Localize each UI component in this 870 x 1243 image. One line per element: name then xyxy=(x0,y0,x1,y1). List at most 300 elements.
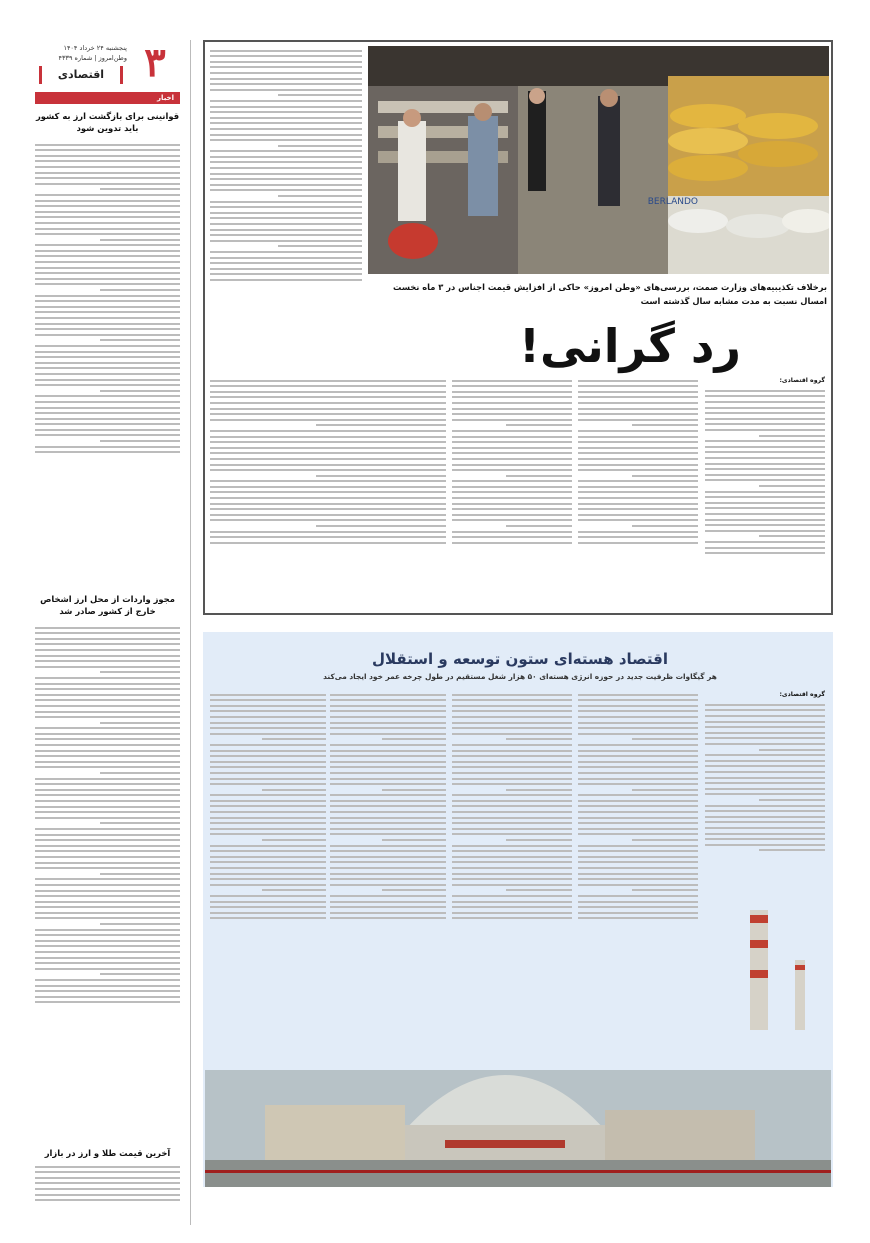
text-line xyxy=(210,733,326,735)
text-line xyxy=(210,845,326,847)
text-line xyxy=(578,850,698,852)
text-line xyxy=(35,744,180,746)
text-line xyxy=(35,216,180,218)
text-line xyxy=(210,783,326,785)
text-line xyxy=(35,727,180,729)
text-line xyxy=(705,721,825,723)
text-line xyxy=(35,317,180,319)
text-line xyxy=(452,912,572,914)
text-line xyxy=(452,519,572,521)
text-line xyxy=(210,542,446,544)
text-line xyxy=(578,452,698,454)
text-line xyxy=(330,833,446,835)
text-line xyxy=(210,906,326,908)
text-line xyxy=(578,744,698,746)
text-line xyxy=(330,811,446,813)
text-line xyxy=(210,262,362,264)
right-article-3-body xyxy=(35,1162,180,1222)
issue-date: پنجشنبه ۲۴ خرداد ۱۴۰۴ xyxy=(63,44,127,52)
text-line xyxy=(35,884,180,886)
supermarket-photo xyxy=(368,46,829,274)
text-line xyxy=(506,475,572,477)
text-line xyxy=(452,385,572,387)
text-line xyxy=(705,395,825,397)
text-line xyxy=(210,189,362,191)
text-line xyxy=(452,833,572,835)
text-line xyxy=(35,985,180,987)
text-line xyxy=(705,833,825,835)
text-line xyxy=(35,694,180,696)
text-line xyxy=(35,401,180,403)
text-line xyxy=(578,800,698,802)
text-line xyxy=(330,906,446,908)
text-line xyxy=(705,468,825,470)
text-line xyxy=(452,917,572,919)
bottom-article-col-4 xyxy=(330,690,446,1002)
text-line xyxy=(35,817,180,819)
text-line xyxy=(35,643,180,645)
bottom-story-title: اقتصاد هسته‌ای ستون توسعه و استقلال xyxy=(371,650,669,668)
text-line xyxy=(578,906,698,908)
text-line xyxy=(578,822,698,824)
top-lead-label: گروه اقتصادی: xyxy=(779,377,825,384)
text-line xyxy=(578,486,698,488)
text-line xyxy=(210,722,326,724)
bottom-article-col-5 xyxy=(210,690,326,1002)
text-line xyxy=(705,709,825,711)
text-line xyxy=(316,424,446,426)
text-line xyxy=(210,178,362,180)
text-line xyxy=(35,233,180,235)
text-line xyxy=(578,833,698,835)
text-line xyxy=(210,391,446,393)
text-line xyxy=(759,485,825,487)
text-line xyxy=(452,491,572,493)
text-line xyxy=(35,738,180,740)
text-line xyxy=(452,419,572,421)
text-line xyxy=(330,895,446,897)
text-line xyxy=(452,817,572,819)
text-line xyxy=(100,722,180,724)
text-line xyxy=(578,895,698,897)
text-line xyxy=(35,890,180,892)
text-line xyxy=(210,436,446,438)
text-line xyxy=(35,856,180,858)
text-line xyxy=(705,838,825,840)
text-line xyxy=(705,743,825,745)
text-line xyxy=(210,805,326,807)
text-line xyxy=(578,508,698,510)
text-line xyxy=(35,261,180,263)
text-line xyxy=(35,412,180,414)
text-line xyxy=(705,760,825,762)
text-line xyxy=(35,660,180,662)
text-line xyxy=(452,402,572,404)
text-line xyxy=(100,339,180,341)
text-line xyxy=(578,710,698,712)
text-line xyxy=(705,418,825,420)
text-line xyxy=(705,844,825,846)
text-line xyxy=(210,257,362,259)
text-line xyxy=(330,800,446,802)
text-line xyxy=(210,856,326,858)
text-line xyxy=(35,917,180,919)
text-line xyxy=(578,772,698,774)
text-line xyxy=(578,845,698,847)
text-line xyxy=(382,738,446,740)
text-line xyxy=(330,822,446,824)
text-line xyxy=(35,244,180,246)
text-line xyxy=(705,412,825,414)
text-line xyxy=(210,167,362,169)
text-line xyxy=(330,817,446,819)
text-line xyxy=(578,469,698,471)
text-line xyxy=(632,738,698,740)
text-line xyxy=(35,1166,180,1168)
text-line xyxy=(452,452,572,454)
text-line xyxy=(35,295,180,297)
text-line xyxy=(35,351,180,353)
text-line xyxy=(210,273,362,275)
text-line xyxy=(35,895,180,897)
text-line xyxy=(35,155,180,157)
text-line xyxy=(578,817,698,819)
text-line xyxy=(210,134,362,136)
right-headline-3: آخرین قیمت طلا و ارز در بازار xyxy=(44,1148,171,1158)
text-line xyxy=(578,733,698,735)
text-line xyxy=(35,407,180,409)
bottom-article-col-1 xyxy=(705,690,825,900)
text-line xyxy=(35,149,180,151)
text-line xyxy=(210,229,362,231)
text-line xyxy=(705,513,825,515)
text-line xyxy=(578,805,698,807)
text-line xyxy=(705,552,825,554)
text-line xyxy=(330,805,446,807)
text-line xyxy=(35,434,180,436)
right-news-column xyxy=(35,40,180,1225)
text-line xyxy=(35,395,180,397)
text-line xyxy=(210,464,446,466)
text-line xyxy=(35,267,180,269)
text-line xyxy=(210,72,362,74)
text-line xyxy=(35,789,180,791)
text-line xyxy=(35,1188,180,1190)
text-line xyxy=(100,239,180,241)
text-line xyxy=(35,834,180,836)
text-line xyxy=(210,128,362,130)
text-line xyxy=(35,945,180,947)
text-line xyxy=(35,1177,180,1179)
text-line xyxy=(705,530,825,532)
text-line xyxy=(506,789,572,791)
text-line xyxy=(578,464,698,466)
text-line xyxy=(210,122,362,124)
text-line xyxy=(330,845,446,847)
text-line xyxy=(35,951,180,953)
text-line xyxy=(759,535,825,537)
text-line xyxy=(35,638,180,640)
text-line xyxy=(35,200,180,202)
text-line xyxy=(210,822,326,824)
text-line xyxy=(35,144,180,146)
text-line xyxy=(452,856,572,858)
text-line xyxy=(452,699,572,701)
page-number: ۳ xyxy=(144,39,166,86)
text-line xyxy=(210,385,446,387)
text-line xyxy=(35,934,180,936)
text-line xyxy=(578,873,698,875)
text-line xyxy=(210,408,446,410)
text-line xyxy=(452,469,572,471)
text-line xyxy=(578,536,698,538)
text-line xyxy=(330,710,446,712)
text-line xyxy=(578,519,698,521)
text-line xyxy=(210,452,446,454)
text-line xyxy=(278,195,362,197)
top-story-title: رد گرانی! xyxy=(518,319,742,373)
text-line xyxy=(705,390,825,392)
text-line xyxy=(452,744,572,746)
text-line xyxy=(35,867,180,869)
column-divider xyxy=(190,40,191,1225)
text-line xyxy=(382,839,446,841)
text-line xyxy=(578,497,698,499)
text-line xyxy=(578,480,698,482)
bottom-story-subtitle: هر گیگاوات ظرفیت جدید در حوزه انرژی هسته‌ای ۵۰ هزار شغل مستقیم در طول چرخه عمر خود ایجاد می‌کند xyxy=(323,672,717,681)
text-line xyxy=(330,828,446,830)
text-line xyxy=(452,805,572,807)
text-line xyxy=(705,541,825,543)
text-line xyxy=(35,1194,180,1196)
text-line xyxy=(705,547,825,549)
text-line xyxy=(35,806,180,808)
text-line xyxy=(632,889,698,891)
text-line xyxy=(705,496,825,498)
top-article-col-2 xyxy=(578,376,698,606)
text-line xyxy=(452,873,572,875)
text-line xyxy=(452,480,572,482)
text-line xyxy=(35,166,180,168)
text-line xyxy=(452,783,572,785)
text-line xyxy=(210,201,362,203)
text-line xyxy=(210,402,446,404)
text-line xyxy=(210,811,326,813)
text-line xyxy=(210,531,446,533)
text-line xyxy=(35,750,180,752)
text-line xyxy=(316,475,446,477)
text-line xyxy=(452,867,572,869)
text-line xyxy=(578,727,698,729)
text-line xyxy=(452,861,572,863)
text-line xyxy=(210,268,362,270)
text-line xyxy=(330,783,446,785)
text-line xyxy=(578,778,698,780)
text-line xyxy=(35,845,180,847)
text-line xyxy=(210,111,362,113)
text-line xyxy=(330,750,446,752)
text-line xyxy=(210,901,326,903)
text-line xyxy=(705,507,825,509)
text-line xyxy=(35,211,180,213)
text-line xyxy=(35,283,180,285)
text-line xyxy=(278,245,362,247)
text-line xyxy=(210,173,362,175)
text-line xyxy=(210,772,326,774)
text-line xyxy=(382,789,446,791)
text-line xyxy=(210,83,362,85)
text-line xyxy=(35,451,180,453)
text-line xyxy=(210,61,362,63)
text-line xyxy=(210,519,446,521)
text-line xyxy=(35,222,180,224)
text-line xyxy=(452,727,572,729)
text-line xyxy=(210,419,446,421)
text-line xyxy=(35,957,180,959)
text-line xyxy=(210,447,446,449)
text-line xyxy=(35,862,180,864)
text-line xyxy=(452,542,572,544)
text-line xyxy=(35,839,180,841)
text-line xyxy=(210,878,326,880)
text-line xyxy=(210,917,326,919)
text-line xyxy=(578,491,698,493)
text-line xyxy=(759,849,825,851)
text-line xyxy=(35,1199,180,1201)
text-line xyxy=(35,228,180,230)
text-line xyxy=(35,1001,180,1003)
text-line xyxy=(330,794,446,796)
text-line xyxy=(578,441,698,443)
text-line xyxy=(759,435,825,437)
text-line xyxy=(210,441,446,443)
text-line xyxy=(578,878,698,880)
text-line xyxy=(452,464,572,466)
text-line xyxy=(210,139,362,141)
text-line xyxy=(330,917,446,919)
text-line xyxy=(35,328,180,330)
text-line xyxy=(506,839,572,841)
text-line xyxy=(705,793,825,795)
text-line xyxy=(705,407,825,409)
text-line xyxy=(35,761,180,763)
text-line xyxy=(35,632,180,634)
text-line xyxy=(35,649,180,651)
text-line xyxy=(278,145,362,147)
text-line xyxy=(578,436,698,438)
news-label: اخبار xyxy=(157,94,174,102)
text-line xyxy=(35,677,180,679)
text-line xyxy=(210,794,326,796)
text-line xyxy=(330,850,446,852)
text-line xyxy=(100,822,180,824)
text-line xyxy=(35,627,180,629)
text-line xyxy=(210,161,362,163)
text-line xyxy=(452,430,572,432)
text-line xyxy=(330,856,446,858)
text-line xyxy=(35,1171,180,1173)
text-line xyxy=(705,816,825,818)
text-line xyxy=(578,783,698,785)
text-line xyxy=(705,491,825,493)
text-line xyxy=(35,940,180,942)
text-line xyxy=(262,839,326,841)
text-line xyxy=(35,373,180,375)
text-line xyxy=(35,699,180,701)
text-line xyxy=(35,255,180,257)
text-line xyxy=(35,979,180,981)
text-line xyxy=(578,380,698,382)
text-line xyxy=(210,458,446,460)
text-line xyxy=(705,429,825,431)
text-line xyxy=(35,778,180,780)
text-line xyxy=(210,100,362,102)
text-line xyxy=(35,367,180,369)
text-line xyxy=(578,794,698,796)
text-line xyxy=(452,733,572,735)
text-line xyxy=(100,973,180,975)
text-line xyxy=(578,750,698,752)
nuclear-plant-photo xyxy=(205,1010,831,1187)
text-line xyxy=(705,440,825,442)
text-line xyxy=(330,772,446,774)
text-line xyxy=(210,279,362,281)
text-line xyxy=(210,710,326,712)
text-line xyxy=(632,475,698,477)
text-line xyxy=(210,66,362,68)
top-article-col-3 xyxy=(452,376,572,606)
text-line xyxy=(705,782,825,784)
text-line xyxy=(705,519,825,521)
text-line xyxy=(210,497,446,499)
text-line xyxy=(705,715,825,717)
text-line xyxy=(705,502,825,504)
text-line xyxy=(210,508,446,510)
text-line xyxy=(35,272,180,274)
text-line xyxy=(452,458,572,460)
text-line xyxy=(100,772,180,774)
right-article-1-body xyxy=(35,140,180,570)
text-line xyxy=(452,380,572,382)
text-line xyxy=(35,716,180,718)
text-line xyxy=(210,694,326,696)
text-line xyxy=(705,457,825,459)
text-line xyxy=(705,726,825,728)
text-line xyxy=(100,671,180,673)
text-line xyxy=(35,323,180,325)
text-line xyxy=(330,861,446,863)
text-line xyxy=(452,822,572,824)
text-line xyxy=(705,737,825,739)
top-article-col-4 xyxy=(210,376,446,606)
text-line xyxy=(705,463,825,465)
text-line xyxy=(35,929,180,931)
text-line xyxy=(452,441,572,443)
text-line xyxy=(452,794,572,796)
text-line xyxy=(210,716,326,718)
text-line xyxy=(578,716,698,718)
text-line xyxy=(452,710,572,712)
text-line xyxy=(330,761,446,763)
text-line xyxy=(330,699,446,701)
text-line xyxy=(578,391,698,393)
text-line xyxy=(452,436,572,438)
text-line xyxy=(382,889,446,891)
text-line xyxy=(452,508,572,510)
text-line xyxy=(35,666,180,668)
text-line xyxy=(578,514,698,516)
text-line xyxy=(35,800,180,802)
